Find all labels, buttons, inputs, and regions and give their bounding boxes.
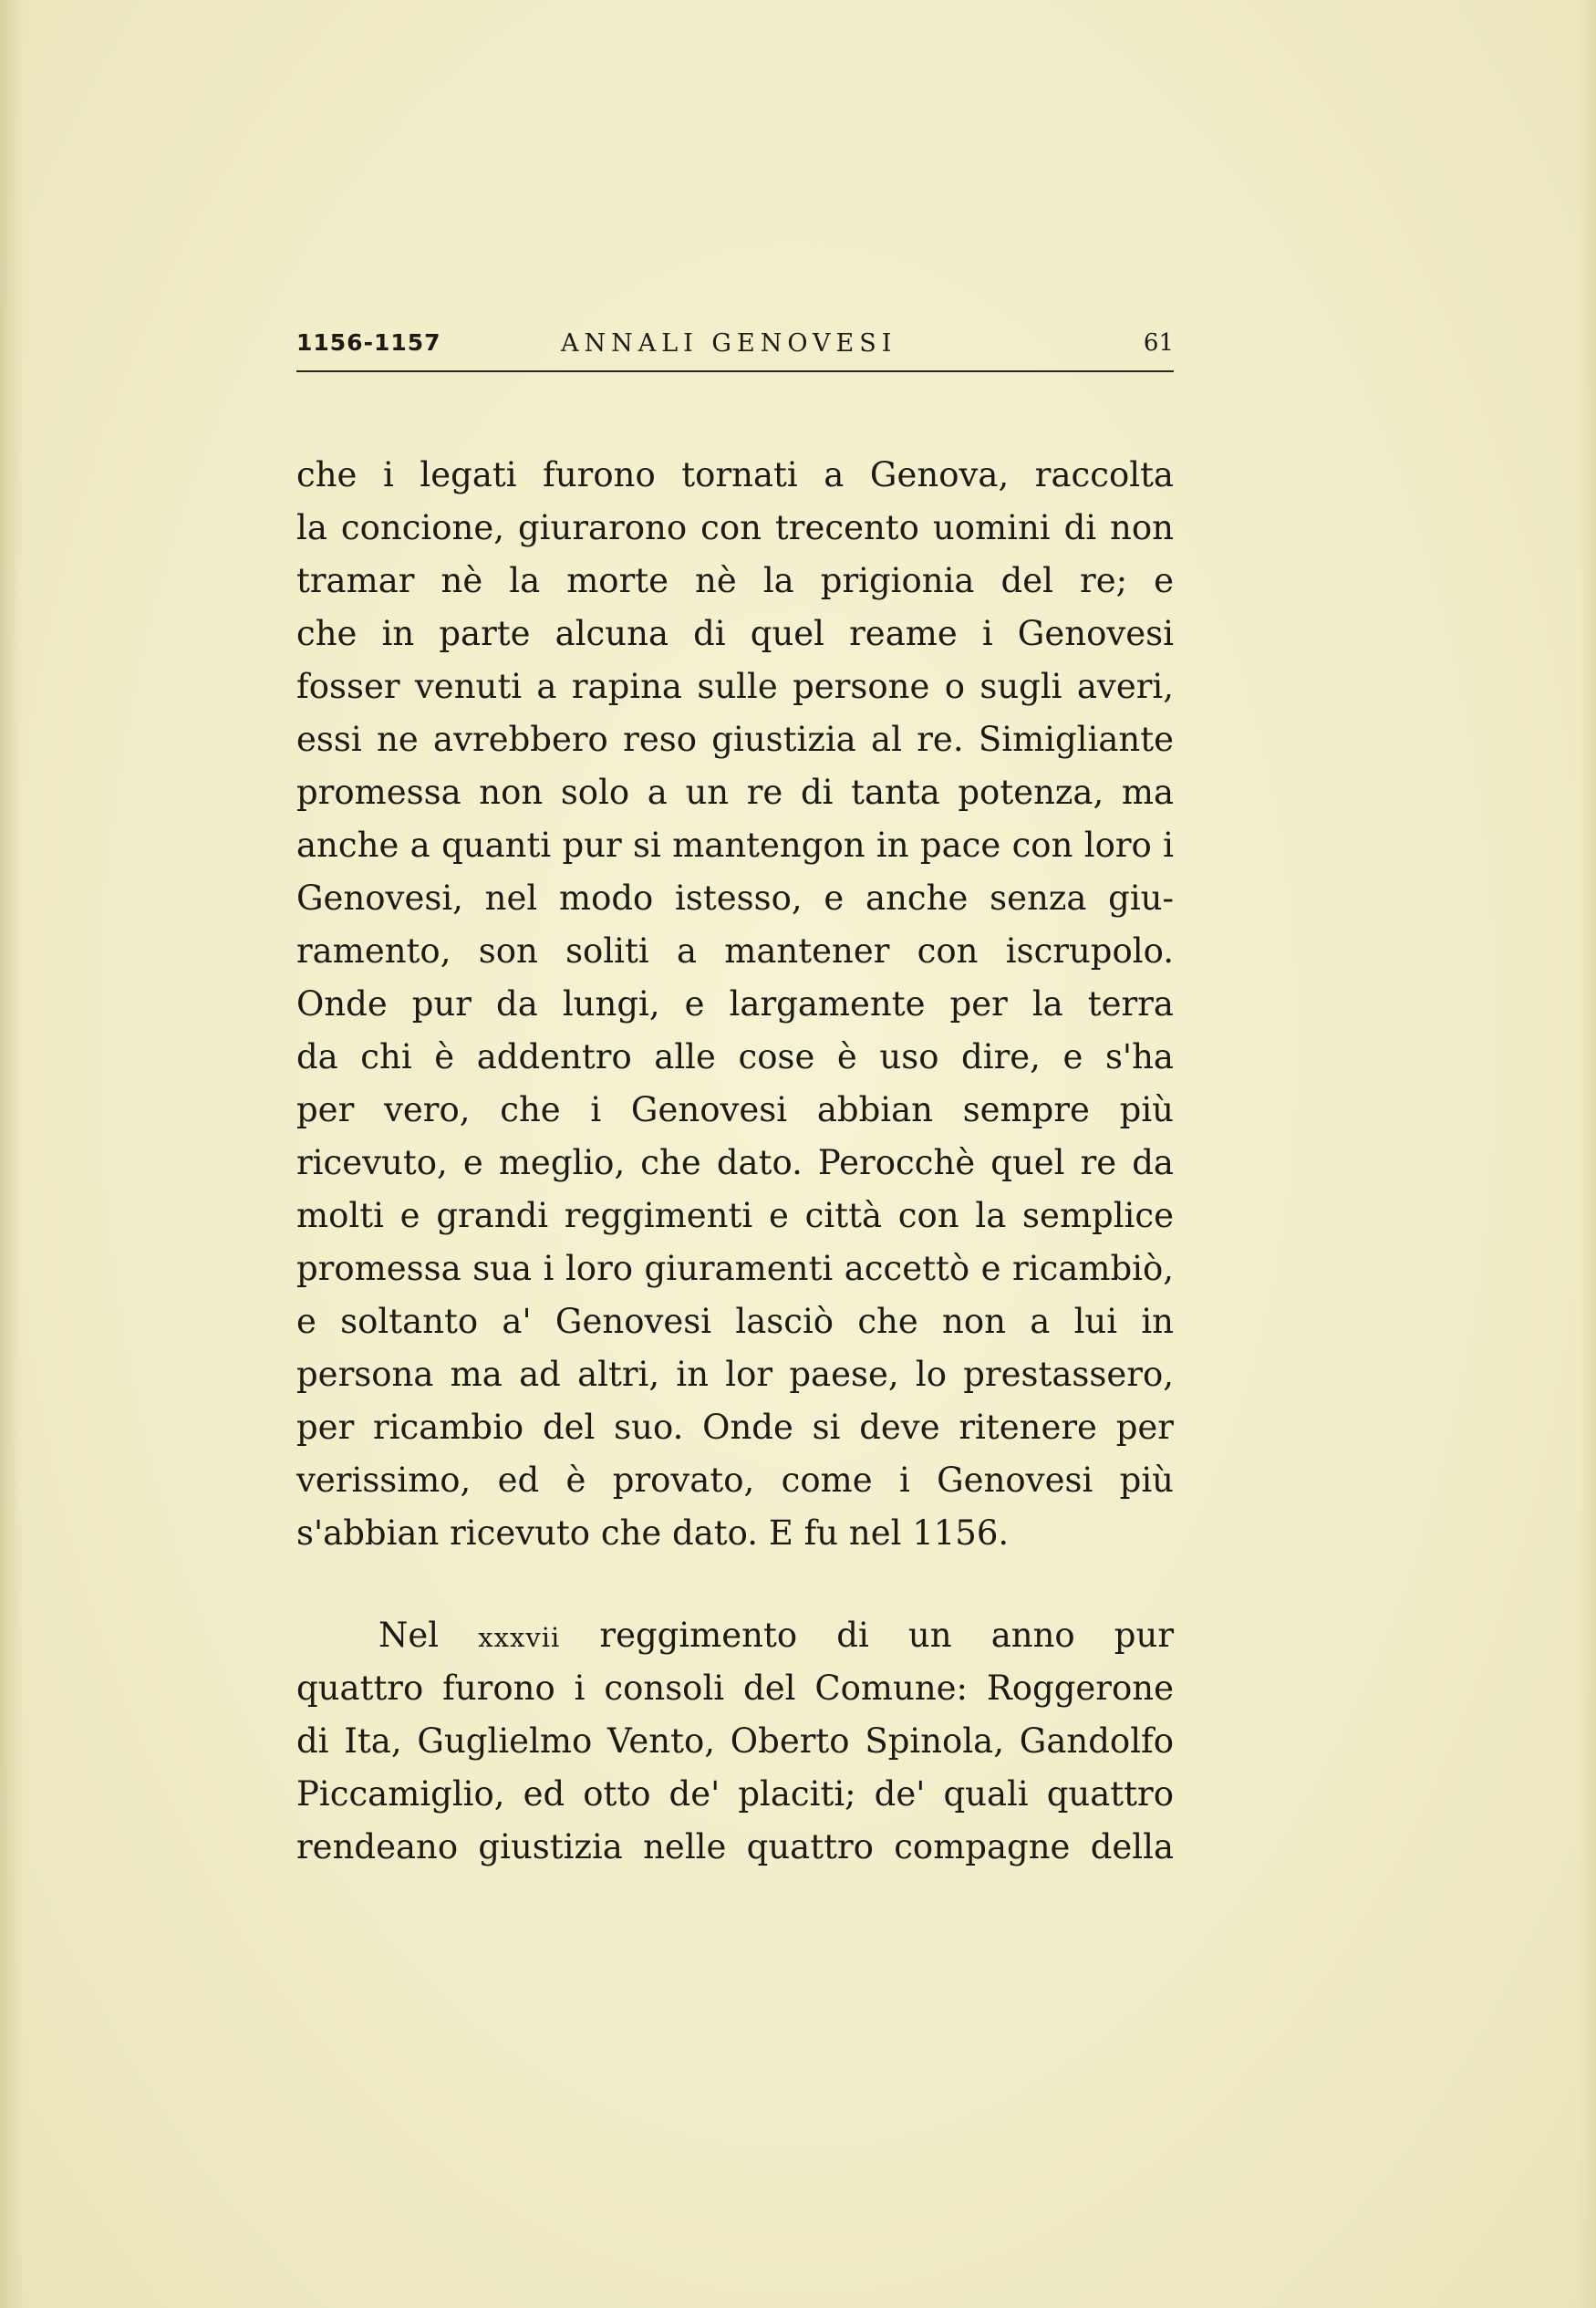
- text-line: e soltanto a' Genovesi lasciò che non a lui in: [296, 1302, 1174, 1341]
- header-years: 1156-1157: [296, 329, 441, 356]
- text-line: promessa non solo a un re di tanta potenza, ma: [296, 773, 1174, 812]
- text-line: rendeano giustizia nelle quattro compagne della: [296, 1827, 1174, 1866]
- text-line: Piccamiglio, ed otto de' placiti; de' quali quattro: [296, 1774, 1174, 1814]
- text-line: da chi è addentro alle cose è uso dire, e s'ha: [296, 1037, 1174, 1076]
- text-line: per ricambio del suo. Onde si deve ritenere per: [296, 1408, 1174, 1447]
- text-line: verissimo, ed è provato, come i Genovesi più: [296, 1461, 1174, 1500]
- page-edge-left: [0, 0, 24, 2308]
- paragraph-1: [296, 449, 1174, 1560]
- text-line: tramar nè la morte nè la prigionia del re; e: [296, 561, 1174, 600]
- text-line: persona ma ad altri, in lor paese, lo prestassero,: [296, 1355, 1174, 1394]
- text-line: di Ita, Guglielmo Vento, Oberto Spinola, Gandolfo: [296, 1721, 1174, 1761]
- text-line: ramento, son soliti a mantener con iscrupolo.: [296, 931, 1174, 971]
- text-line: per vero, che i Genovesi abbian sempre più: [296, 1090, 1174, 1129]
- text-fragment: Nel: [378, 1616, 440, 1655]
- text-line: fosser venuti a rapina sulle persone o sugli averi,: [296, 667, 1174, 706]
- page-number: 61: [1143, 329, 1174, 357]
- running-head: [296, 326, 1174, 369]
- text-line: che in parte alcuna di quel reame i Genovesi: [296, 614, 1174, 653]
- text-line-first: [296, 1609, 1174, 1662]
- text-line: essi ne avrebbero reso giustizia al re. Simigliante: [296, 720, 1174, 759]
- header-rule: [296, 370, 1174, 372]
- text-line: la concione, giurarono con trecento uomini di non: [296, 508, 1174, 547]
- text-line: anche a quanti pur si mantengon in pace con loro i: [296, 826, 1174, 865]
- page-edge-right: [1578, 0, 1596, 2308]
- text-line: Genovesi, nel modo istesso, e anche senza giu-: [296, 878, 1174, 918]
- header-title: ANNALI GENOVESI: [561, 329, 897, 358]
- text-line: s'abbian ricevuto che dato. E fu nel 1156.: [296, 1513, 1010, 1553]
- text-line: ricevuto, e meglio, che dato. Perocchè quel re da: [296, 1143, 1174, 1182]
- text-fragment: reggimento di un anno pur: [599, 1616, 1175, 1655]
- text-line: molti e grandi reggimenti e città con la semplice: [296, 1196, 1174, 1235]
- text-line: promessa sua i loro giuramenti accettò e ricambiò,: [296, 1249, 1174, 1288]
- text-line: Onde pur da lungi, e largamente per la terra: [296, 984, 1174, 1024]
- text-line: che i legati furono tornati a Genova, raccolta: [296, 455, 1174, 494]
- paragraph-2: [296, 1609, 1174, 1874]
- roman-numeral: xxxvii: [478, 1622, 561, 1653]
- text-line: quattro furono i consoli del Comune: Roggerone: [296, 1669, 1174, 1708]
